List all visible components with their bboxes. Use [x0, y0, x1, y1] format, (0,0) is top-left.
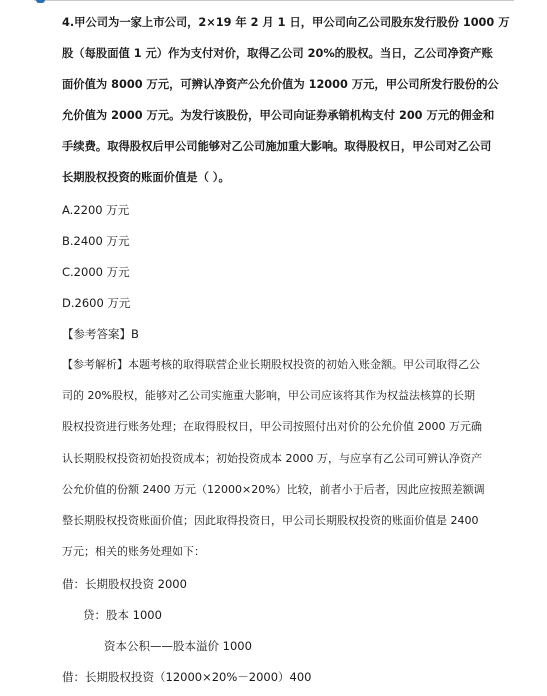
journal-entry-credit: 贷：股本 1000	[83, 608, 162, 622]
option-d: D.2600 万元	[62, 296, 131, 310]
analysis-line: 认长期股权投资初始投资成本；初始投资成本 2000 万，与应享有乙公司可辨认净资产	[62, 452, 482, 465]
question-line: 手续费。取得股权后甲公司能够对乙公司施加重大影响。取得股权日，甲公司对乙公司	[62, 140, 492, 153]
question-line: 股（每股面值 1 元）作为支付对价，取得乙公司 20%的股权。当日，乙公司净资产账	[62, 47, 493, 60]
question-line: 面价值为 8000 万元，可辨认净资产公允价值为 12000 万元，甲公司所发行股份的公	[62, 78, 499, 91]
journal-entry-credit: 资本公积——股本溢价 1000	[104, 639, 252, 653]
journal-entry-debit: 借：长期股权投资（12000×20%－2000）400	[62, 670, 312, 684]
reference-answer: 【参考答案】B	[62, 327, 139, 341]
option-a: A.2200 万元	[62, 203, 130, 217]
question-line: 4.甲公司为一家上市公司，2×19 年 2 月 1 日，甲公司向乙公司股东发行股份 1000 万	[62, 16, 510, 29]
analysis-line: 股权投资进行账务处理；在取得股权日，甲公司按照付出对价的公允价值 2000 万元确	[62, 420, 482, 433]
option-b: B.2400 万元	[62, 234, 130, 248]
option-c: C.2000 万元	[62, 265, 130, 279]
analysis-line: 【参考解析】本题考核的取得联营企业长期股权投资的初始入账金额。甲公司取得乙公	[62, 358, 480, 371]
analysis-line: 整长期股权投资账面价值；因此取得投资日，甲公司长期股权投资的账面价值是 2400	[62, 514, 479, 527]
analysis-line: 公允价值的份额 2400 万元（12000×20%）比较，前者小于后者，因此应按照差额调	[62, 483, 485, 496]
journal-entry-debit: 借：长期股权投资 2000	[62, 577, 187, 591]
analysis-line: 司的 20%股权，能够对乙公司实施重大影响，甲公司应该将其作为权益法核算的长期	[62, 389, 475, 402]
question-line: 长期股权投资的账面价值是（ ）。	[62, 171, 230, 184]
analysis-line: 万元；相关的账务处理如下：	[62, 545, 205, 558]
question-line: 允价值为 2000 万元。为发行该股份，甲公司向证券承销机构支付 200 万元的佣金和	[62, 109, 495, 122]
